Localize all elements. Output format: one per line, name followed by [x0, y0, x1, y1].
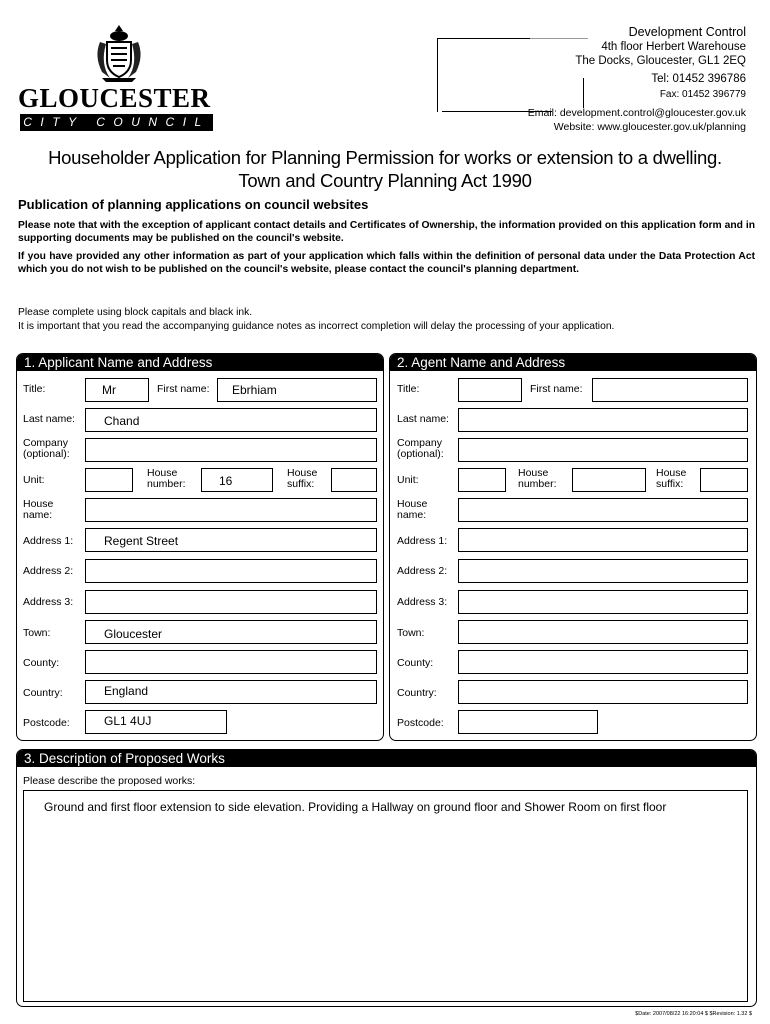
applicant-address1-value: Regent Street [104, 534, 179, 548]
works-description-field[interactable] [23, 790, 748, 1002]
agent-postcode-field[interactable] [458, 710, 598, 734]
agent-address3-field[interactable] [458, 590, 748, 614]
publication-heading: Publication of planning applications on council websites [18, 197, 369, 212]
agent-house-number-field[interactable] [572, 468, 646, 492]
applicant-section [16, 353, 384, 741]
agent-county-field[interactable] [458, 650, 748, 674]
applicant-house-name-field[interactable] [85, 498, 377, 522]
agent-company-field[interactable] [458, 438, 748, 462]
applicant-town-field[interactable] [85, 620, 377, 644]
applicant-country-value: England [104, 684, 149, 698]
agent-first-name-field[interactable] [592, 378, 748, 402]
applicant-address2-label: Address 2: [23, 565, 74, 577]
agent-title-field[interactable] [458, 378, 522, 402]
dept-address-line2: The Docks, Gloucester, GL1 2EQ [575, 55, 746, 67]
agent-postcode-label: Postcode: [397, 717, 444, 729]
publication-note-1: Please note that with the exception of applicant contact details and Certificates of Ownership, the information provided on this application form and in supporting documents may be published on the council's website. [18, 220, 755, 245]
revision-footer: $Date: 2007/08/22 16:20:04 $ $Revision: 1.32 $ [635, 1011, 752, 1017]
agent-address1-label: Address 1: [397, 535, 448, 547]
applicant-last-name-value: Chand [104, 414, 140, 428]
works-prompt: Please describe the proposed works: [23, 775, 196, 787]
instruction-guidance: It is important that you read the accompanying guidance notes as incorrect completion will delay the processing of your application. [18, 321, 615, 332]
council-name: GLOUCESTER [18, 83, 211, 113]
publication-note-2: If you have provided any other information as part of your application which falls within the definition of personal data under the Data Protection Act which you do not wish to be published on the council's website, please contact the council's planning department. [18, 251, 755, 276]
agent-house-suffix-label: House suffix: [656, 467, 687, 490]
dept-tel: Tel: 01452 396786 [651, 73, 746, 85]
agent-last-name-field[interactable] [458, 408, 748, 432]
applicant-last-name-field[interactable] [85, 408, 377, 432]
applicant-address1-label: Address 1: [23, 535, 74, 547]
applicant-address1-field[interactable] [85, 528, 377, 552]
agent-house-name-label: House name: [397, 498, 428, 521]
applicant-address3-field[interactable] [85, 590, 377, 614]
applicant-address2-field[interactable] [85, 559, 377, 583]
agent-first-name-label: First name: [530, 383, 583, 395]
form-title: Householder Application for Planning Permission for works or extension to a dwelling. [48, 147, 722, 168]
agent-section-heading: 2. Agent Name and Address [390, 354, 756, 371]
applicant-county-field[interactable] [85, 650, 377, 674]
applicant-house-number-label: House number: [147, 467, 186, 490]
council-subtitle: CITY COUNCIL [20, 114, 213, 131]
agent-town-label: Town: [397, 627, 425, 639]
applicant-county-label: County: [23, 657, 60, 669]
agent-unit-label: Unit: [397, 474, 419, 486]
agent-address2-field[interactable] [458, 559, 748, 583]
applicant-unit-field[interactable] [85, 468, 133, 492]
agent-company-label: Company (optional): [397, 437, 444, 460]
agent-title-label: Title: [397, 383, 420, 395]
applicant-postcode-label: Postcode: [23, 717, 70, 729]
dept-address-line1: 4th floor Herbert Warehouse [601, 41, 746, 53]
dept-email: Email: development.control@gloucester.gov.uk [527, 107, 746, 119]
works-description-value: Ground and first floor extension to side elevation. Providing a Hallway on ground floor and Shower Room on first floor [44, 800, 667, 814]
applicant-country-label: Country: [23, 687, 63, 699]
instruction-block-capitals: Please complete using block capitals and black ink. [18, 307, 253, 318]
applicant-postcode-value: GL1 4UJ [104, 714, 152, 728]
dept-fax: Fax: 01452 396779 [659, 89, 746, 100]
applicant-postcode-field[interactable] [85, 710, 227, 734]
agent-country-field[interactable] [458, 680, 748, 704]
agent-section [389, 353, 757, 741]
agent-county-label: County: [397, 657, 434, 669]
agent-house-number-label: House number: [518, 467, 557, 490]
agent-house-suffix-field[interactable] [700, 468, 748, 492]
agent-address2-label: Address 2: [397, 565, 448, 577]
form-act: Town and Country Planning Act 1990 [238, 170, 532, 191]
applicant-company-field[interactable] [85, 438, 377, 462]
applicant-house-suffix-field[interactable] [331, 468, 377, 492]
works-section-heading: 3. Description of Proposed Works [17, 750, 756, 767]
agent-unit-field[interactable] [458, 468, 506, 492]
agent-country-label: Country: [397, 687, 437, 699]
works-section [16, 749, 757, 1007]
applicant-house-number-field[interactable] [201, 468, 273, 492]
applicant-title-field[interactable] [85, 378, 149, 402]
applicant-title-value: Mr [102, 383, 116, 397]
agent-town-field[interactable] [458, 620, 748, 644]
agent-last-name-label: Last name: [397, 413, 449, 425]
applicant-house-name-label: House name: [23, 498, 54, 521]
dept-name: Development Control [628, 25, 746, 39]
applicant-country-field[interactable] [85, 680, 377, 704]
applicant-title-label: Title: [23, 383, 46, 395]
received-stamp [437, 38, 588, 112]
applicant-town-label: Town: [23, 627, 51, 639]
applicant-address3-label: Address 3: [23, 596, 74, 608]
agent-address3-label: Address 3: [397, 596, 448, 608]
applicant-section-heading: 1. Applicant Name and Address [17, 354, 383, 371]
applicant-town-value: Gloucester [104, 627, 163, 641]
applicant-last-name-label: Last name: [23, 413, 75, 425]
applicant-house-suffix-label: House suffix: [287, 467, 318, 490]
applicant-house-number-value: 16 [219, 474, 233, 488]
applicant-first-name-label: First name: [157, 383, 210, 395]
applicant-first-name-field[interactable] [217, 378, 377, 402]
agent-address1-field[interactable] [458, 528, 748, 552]
applicant-first-name-value: Ebrhiam [232, 383, 277, 397]
applicant-unit-label: Unit: [23, 474, 45, 486]
dept-website: Website: www.gloucester.gov.uk/planning [553, 121, 746, 133]
applicant-company-label: Company (optional): [23, 437, 70, 460]
city-crest-logo [88, 22, 150, 84]
agent-house-name-field[interactable] [458, 498, 748, 522]
